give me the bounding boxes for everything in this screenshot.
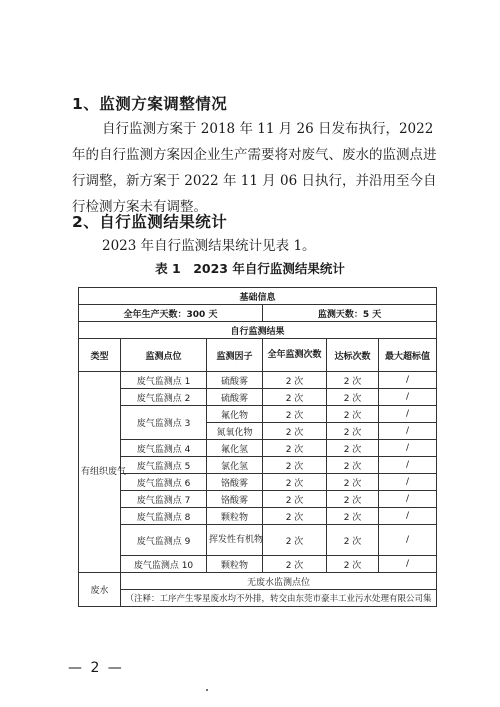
cell-compliant: 2 次	[327, 372, 379, 389]
cell-count: 2 次	[263, 406, 327, 423]
header-point: 监测点位	[121, 339, 207, 372]
cell-count: 2 次	[263, 423, 327, 440]
monitoring-days: 监测天数：5 天	[263, 305, 437, 322]
cell-point: 废气监测点 1	[121, 372, 207, 389]
cell-factor: 氮氧化物	[207, 423, 263, 440]
cell-compliant: 2 次	[327, 457, 379, 474]
cell-max: /	[379, 474, 437, 491]
cell-compliant: 2 次	[327, 440, 379, 457]
table-row	[79, 288, 437, 305]
table-row	[79, 573, 437, 590]
header-count: 全年监测次数	[263, 339, 327, 372]
cell-factor: 氟化氢	[207, 440, 263, 457]
cell-point: 废气监测点 9	[121, 525, 207, 556]
section-1-paragraph: 自行监测方案于 2018 年 11 月 26 日发布执行，2022 年的自行监测方案因企业生产需要将对废气、废水的监测点进行调整，新方案于 2022 年 11 月 06 日执行，并沿用至今自行检测方案未有调整。	[72, 121, 437, 215]
cell-compliant: 2 次	[327, 556, 379, 573]
table-row	[79, 440, 437, 457]
cell-count: 2 次	[263, 474, 327, 491]
production-days: 全年生产天数：300 天	[79, 305, 263, 322]
monitoring-results-table	[78, 287, 437, 607]
table-row	[79, 389, 437, 406]
cell-point: 废气监测点 2	[121, 389, 207, 406]
cell-factor: 氟化物	[207, 406, 263, 423]
cell-compliant: 2 次	[327, 474, 379, 491]
cell-count: 2 次	[263, 508, 327, 525]
group-label-organized-exhaust: 有组织废气	[79, 372, 121, 573]
cell-compliant: 2 次	[327, 491, 379, 508]
section-2-paragraph: 2023 年自行监测结果统计见表 1。	[102, 238, 316, 254]
basic-info-title: 基础信息	[79, 288, 437, 305]
table-header-row	[79, 339, 437, 372]
cell-max: /	[379, 556, 437, 573]
cell-point: 废气监测点 7	[121, 491, 207, 508]
header-factor: 监测因子	[207, 339, 263, 372]
table-row	[79, 406, 437, 423]
cell-count: 2 次	[263, 440, 327, 457]
cell-factor: 硫酸雾	[207, 372, 263, 389]
table-row	[79, 322, 437, 339]
cell-max: /	[379, 457, 437, 474]
results-title: 自行监测结果	[79, 322, 437, 339]
cell-count: 2 次	[263, 525, 327, 556]
cell-compliant: 2 次	[327, 508, 379, 525]
cell-max: /	[379, 406, 437, 423]
cell-compliant: 2 次	[327, 423, 379, 440]
table-row	[79, 457, 437, 474]
cell-point: 废气监测点 8	[121, 508, 207, 525]
table-caption: 表 1 2023 年自行监测结果统计	[155, 261, 345, 276]
table-row	[79, 525, 437, 556]
table-row	[79, 508, 437, 525]
table-row	[79, 556, 437, 573]
section-2-heading: 2、自行监测结果统计	[72, 213, 228, 231]
cell-point: 废气监测点 4	[121, 440, 207, 457]
cell-factor: 氯化氢	[207, 457, 263, 474]
header-compliant: 达标次数	[327, 339, 379, 372]
wastewater-label: 废水	[79, 573, 121, 607]
cell-factor: 颗粒物	[207, 508, 263, 525]
cell-max: /	[379, 440, 437, 457]
page-number: — 2 —	[68, 660, 124, 676]
cell-count: 2 次	[263, 556, 327, 573]
table-row	[79, 305, 437, 322]
cell-point: 废气监测点 10	[121, 556, 207, 573]
cell-count: 2 次	[263, 389, 327, 406]
cell-factor: 颗粒物	[207, 556, 263, 573]
cell-max: /	[379, 389, 437, 406]
header-max-exceed: 最大超标值	[379, 339, 437, 372]
wastewater-line-1: 无废水监测点位	[121, 573, 437, 590]
cell-count: 2 次	[263, 372, 327, 389]
table-row	[79, 372, 437, 389]
cell-point: 废气监测点 3	[121, 406, 207, 440]
table-row	[79, 491, 437, 508]
cell-max: /	[379, 372, 437, 389]
cell-max: /	[379, 508, 437, 525]
header-type: 类型	[79, 339, 121, 372]
cell-factor: 硫酸雾	[207, 389, 263, 406]
section-1-heading: 1、监测方案调整情况	[72, 95, 228, 113]
cell-count: 2 次	[263, 457, 327, 474]
cell-max: /	[379, 423, 437, 440]
wastewater-note: （注释：工序产生零星废水均不外排，转交由东莞市豪丰工业污水处理有限公司集	[121, 590, 437, 607]
cell-max: /	[379, 525, 437, 556]
table-row	[79, 474, 437, 491]
cell-compliant: 2 次	[327, 525, 379, 556]
table-row	[79, 590, 437, 607]
cell-max: /	[379, 491, 437, 508]
cell-factor: 挥发性有机物	[207, 525, 263, 556]
cell-point: 废气监测点 5	[121, 457, 207, 474]
scan-speck	[206, 689, 208, 691]
cell-factor: 铬酸雾	[207, 491, 263, 508]
cell-compliant: 2 次	[327, 389, 379, 406]
cell-factor: 铬酸雾	[207, 474, 263, 491]
cell-compliant: 2 次	[327, 406, 379, 423]
cell-count: 2 次	[263, 491, 327, 508]
cell-point: 废气监测点 6	[121, 474, 207, 491]
